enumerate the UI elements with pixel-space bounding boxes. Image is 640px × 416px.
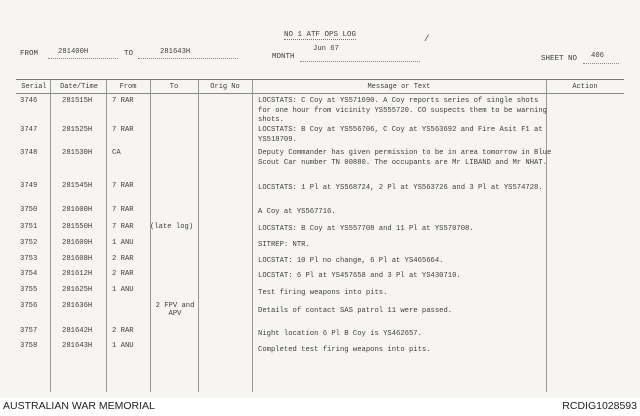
datetime-cell: 281525H [62, 126, 93, 134]
month-value: Jun 67 [313, 45, 339, 53]
col-to: To [169, 83, 179, 91]
datetime-cell: 281530H [62, 149, 93, 157]
col-from: From [119, 83, 137, 91]
serial-cell: 3753 [20, 255, 38, 263]
col-serial: Serial [21, 83, 47, 91]
to-value: 281643H [160, 48, 191, 56]
to-cell: 2 FPV and APV [155, 302, 195, 318]
message-cell: Test firing weapons into pits. [258, 289, 388, 297]
column-divider [198, 80, 199, 392]
serial-cell: 3747 [20, 126, 38, 134]
from-cell: 1 ANU [112, 286, 134, 294]
header-row-divider [16, 93, 624, 94]
sheet-no-dotted-line [583, 63, 619, 64]
serial-cell: 3754 [20, 270, 38, 278]
message-cell: LOCSTATS: B Coy at YS557708 and 11 Pl at YS570708. [258, 225, 474, 233]
from-cell: 7 RAR [112, 126, 134, 134]
month-dotted-line [300, 61, 420, 62]
message-cell: Night location 6 Pl B Coy is YS462657. [258, 330, 422, 338]
archive-name: AUSTRALIAN WAR MEMORIAL [3, 400, 155, 412]
datetime-cell: 281600H [62, 239, 93, 247]
from-cell: 1 ANU [112, 239, 134, 247]
log-title: NO 1 ATF OPS LOG [284, 31, 357, 39]
datetime-cell: 281636H [62, 302, 93, 310]
sheet-no-value: 406 [591, 52, 604, 60]
datetime-cell: 281608H [62, 255, 93, 263]
from-cell: 7 RAR [112, 223, 134, 231]
from-cell: 2 RAR [112, 327, 134, 335]
from-cell: 2 RAR [112, 255, 134, 263]
column-divider [150, 80, 151, 392]
serial-cell: 3757 [20, 327, 38, 335]
sheet-no-label: SHEET NO [541, 55, 578, 63]
col-message: Message or Text [367, 83, 431, 91]
datetime-cell: 281515H [62, 97, 93, 105]
month-label: MONTH [272, 53, 295, 61]
serial-cell: 3746 [20, 97, 38, 105]
from-cell: 7 RAR [112, 206, 134, 214]
serial-cell: 3758 [20, 342, 38, 350]
message-cell: LOCSTATS: B Coy at YS556706, C Coy at YS563692 and Fire Asit F1 at YS518709. [258, 126, 543, 144]
datetime-cell: 281642H [62, 327, 93, 335]
from-cell: 1 ANU [112, 342, 134, 350]
column-divider [252, 80, 253, 392]
col-action: Action [572, 83, 598, 91]
message-cell: LOCSTAT: 6 Pl at YS457658 and 3 Pl at YS430710. [258, 272, 461, 280]
serial-cell: 3749 [20, 182, 38, 190]
to-cell: (late log) [150, 223, 194, 231]
message-cell: A Coy at YS567716. [258, 208, 336, 216]
from-cell: CA [112, 149, 121, 157]
datetime-cell: 281550H [62, 223, 93, 231]
from-label: FROM [20, 50, 39, 58]
from-cell: 7 RAR [112, 97, 134, 105]
from-cell: 7 RAR [112, 182, 134, 190]
archive-footer [0, 398, 640, 416]
datetime-cell: 281545H [62, 182, 93, 190]
serial-cell: 3755 [20, 286, 38, 294]
datetime-cell: 281625H [62, 286, 93, 294]
datetime-cell: 281643H [62, 342, 93, 350]
datetime-cell: 281600H [62, 206, 93, 214]
datetime-cell: 281612H [62, 270, 93, 278]
from-dotted-line [48, 58, 118, 59]
column-divider [106, 80, 107, 392]
message-cell: Completed test firing weapons into pits. [258, 346, 431, 354]
message-cell: LOCSTATS: 1 Pl at YS568724, 2 Pl at YS563726 and 3 Pl at YS574728. [258, 184, 543, 192]
from-cell: 2 RAR [112, 270, 134, 278]
message-cell: Deputy Commander has given permission to be in area tomorrow in Blue Scout Car number TN 00880. The occupants are Mr LIBAND and Mr NHAT. [258, 149, 552, 167]
column-divider [50, 80, 51, 392]
message-cell: SITREP: NTR. [258, 241, 310, 249]
serial-cell: 3748 [20, 149, 38, 157]
from-value: 281400H [58, 48, 89, 56]
to-label: TO [124, 50, 134, 58]
message-cell: Details of contact SAS patrol 11 were passed. [258, 307, 453, 315]
serial-cell: 3751 [20, 223, 38, 231]
serial-cell: 3750 [20, 206, 38, 214]
message-cell: LOCSTAT: 10 Pl no change, 6 Pl at YS465664. [258, 257, 444, 265]
message-cell: LOCSTATS: C Coy at YS571690. A Coy reports series of single shots for one hour from vicinity YS555720. CO suspects them to be warning shots. [258, 97, 547, 124]
serial-cell: 3752 [20, 239, 38, 247]
archive-id: RCDIG1028593 [562, 400, 637, 412]
col-datetime: Date/Time [60, 83, 98, 91]
serial-cell: 3756 [20, 302, 38, 310]
col-orig-no: Orig No [210, 83, 240, 91]
pen-mark: / [424, 34, 430, 44]
to-dotted-line [138, 58, 238, 59]
